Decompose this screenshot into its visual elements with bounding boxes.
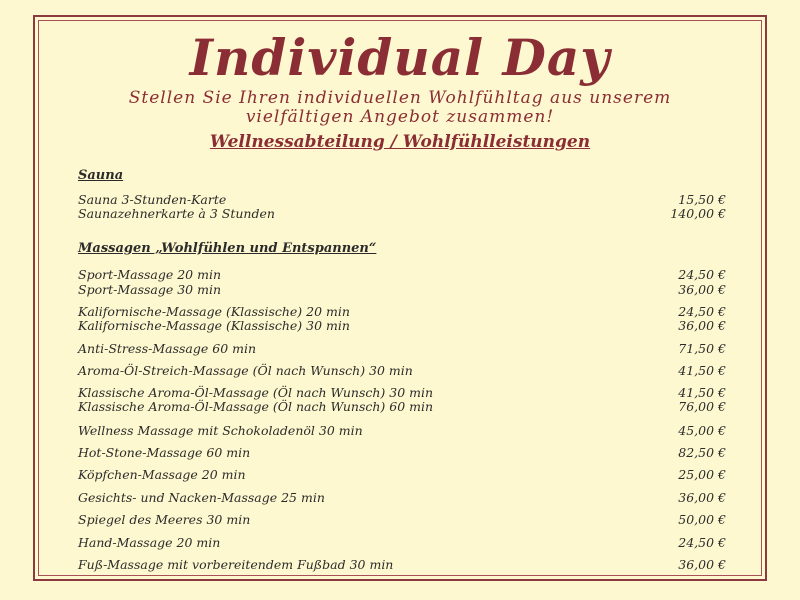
item-name: Gesichts- und Nacken-Massage 25 min [78,490,325,505]
item-price: 76,00 € [678,399,726,414]
item-price: 140,00 € [670,206,726,221]
item-price: 50,00 € [678,512,726,527]
item-price: 71,50 € [678,341,726,356]
item-name: Sport-Massage 30 min [78,282,221,297]
item-price: 36,00 € [678,318,726,333]
subtitle [0,89,800,127]
item-price: 24,50 € [678,267,726,282]
price-row [78,268,726,282]
item-price: 36,00 € [678,557,726,572]
price-row [78,193,726,207]
item-name: Hot-Stone-Massage 60 min [78,445,251,460]
item-name: Klassische Aroma-Öl-Massage (Öl nach Wunsch) 30 min [78,385,434,400]
item-name: Fuß-Massage mit vorbereitendem Fußbad 30 min [78,557,394,572]
page-title: Individual Day [189,28,611,87]
sauna-heading: Sauna [78,168,124,183]
item-name: Sauna 3-Stunden-Karte [78,192,227,207]
section-heading: Wellnessabteilung / Wohlfühlleistungen [209,132,591,152]
price-row [78,513,726,527]
price-row [78,305,726,319]
item-name: Köpfchen-Massage 20 min [78,467,246,482]
price-row [78,424,726,438]
price-row [78,342,726,356]
item-name: Aroma-Öl-Streich-Massage (Öl nach Wunsch) 30 min [78,363,413,378]
item-price: 82,50 € [678,445,726,460]
price-row [78,319,726,333]
item-price: 41,50 € [678,363,726,378]
item-price: 24,50 € [678,535,726,550]
item-price: 36,00 € [678,490,726,505]
price-row [78,491,726,505]
price-row [78,468,726,482]
item-name: Saunazehnerkarte à 3 Stunden [78,206,275,221]
massagen-heading: Massagen „Wohlfühlen und Entspannen“ [78,241,377,256]
price-row [78,446,726,460]
price-row [78,283,726,297]
item-name: Anti-Stress-Massage 60 min [78,341,257,356]
item-name: Hand-Massage 20 min [78,535,221,550]
price-row [78,386,726,400]
item-name: Wellness Massage mit Schokoladenöl 30 min [78,423,363,438]
price-row [78,207,726,221]
item-price: 41,50 € [678,385,726,400]
price-row [78,400,726,414]
item-price: 15,50 € [678,192,726,207]
subtitle-line-1: Stellen Sie Ihren individuellen Wohlfühltag aus unserem [128,88,672,108]
item-name: Kalifornische-Massage (Klassische) 20 min [78,304,350,319]
item-price: 36,00 € [678,282,726,297]
item-name: Spiegel des Meeres 30 min [78,512,251,527]
price-row [78,558,726,572]
item-price: 25,00 € [678,467,726,482]
item-price: 45,00 € [678,423,726,438]
item-price: 24,50 € [678,304,726,319]
item-name: Kalifornische-Massage (Klassische) 30 min [78,318,350,333]
subtitle-line-2: vielfältigen Angebot zusammen! [245,107,555,127]
price-row [78,536,726,550]
price-row [78,364,726,378]
item-name: Sport-Massage 20 min [78,267,221,282]
item-name: Klassische Aroma-Öl-Massage (Öl nach Wunsch) 60 min [78,399,434,414]
